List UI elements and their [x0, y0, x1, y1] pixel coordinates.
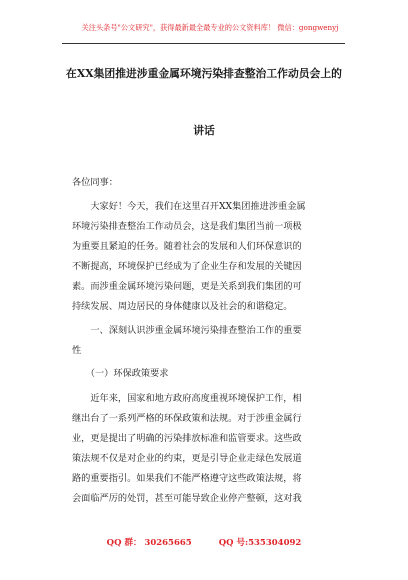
body-line: 会面临严厉的处罚，甚至可能导致企业停产整顿，这对我 [72, 493, 302, 504]
footer-contact [0, 536, 408, 548]
body-line: 持续发展、周边居民的身体健康以及社会的和谐稳定。 [72, 301, 293, 312]
document-title: 在XX集团推进涉重金属环境污染排查整治工作动员会上的 [66, 67, 342, 80]
body-line: 业，更是提出了明确的污染排放标准和监管要求。这些政 [72, 433, 302, 444]
header-banner: 关注头条号"公文研究"，获得最新最全最专业的公文资料库！ 微信：gongwenyj [81, 23, 339, 32]
body-line: 路的重要指引。如果我们不能严格遵守这些政策法规，将 [72, 473, 302, 484]
body-line: 环境污染排查整治工作动员会，这是我们集团当前一项极 [72, 221, 302, 232]
subsection-heading: （一）环保政策要求 [72, 368, 169, 379]
body-line: 继出台了一系列严格的环保政策和法规。对于涉重金属行 [72, 413, 302, 424]
section-heading-line: 一、深刻认识涉重金属环境污染排查整治工作的重要 [72, 325, 302, 336]
footer-qq-number: QQ 号:535304092 [218, 538, 302, 548]
document-subtitle: 讲话 [193, 124, 215, 137]
body-line: 不断提高，环境保护已经成为了企业生存和发展的关键因 [72, 261, 302, 272]
salutation-line: 各位同事： [72, 177, 118, 188]
section-heading-line: 性 [72, 345, 82, 356]
body-line: 近年来，国家和地方政府高度重视环境保护工作，相 [72, 393, 302, 404]
header-divider [62, 43, 345, 44]
body-line: 策法规不仅是对企业的约束，更是引导企业走绿色发展道 [72, 453, 302, 464]
body-line: 素。而涉重金属环境污染问题，更是关系到我们集团的可 [72, 281, 302, 292]
body-line: 为重要且紧迫的任务。随着社会的发展和人们环保意识的 [72, 241, 302, 252]
footer-qq-group: QQ 群： 30265665 [106, 538, 192, 548]
body-line: 大家好！今天，我们在这里召开XX集团推进涉重金属 [72, 201, 306, 212]
